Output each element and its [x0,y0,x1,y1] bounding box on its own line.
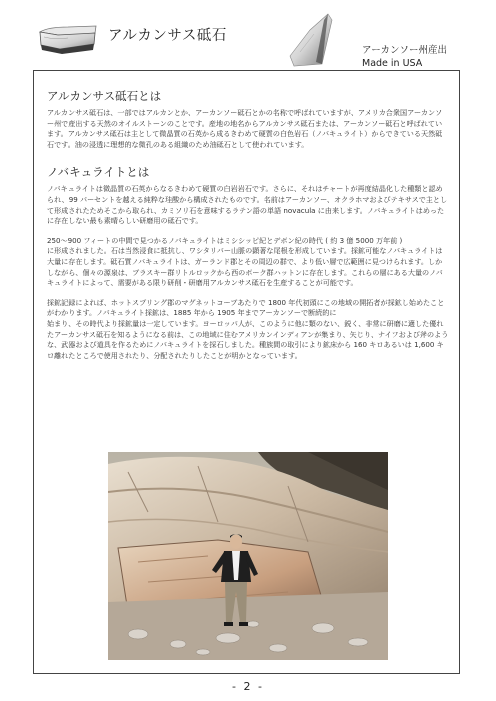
article-body [47,88,449,361]
whetstone-logo [38,22,98,56]
page-title: アルカンサス砥石 [108,28,227,44]
page-number: - 2 - [232,680,264,693]
section-heading-arkansas-stone: アルカンサス砥石とは [47,89,162,103]
origin-country: Made in USA [362,58,423,69]
section-heading-novaculite: ノバキュライトとは [47,165,150,180]
stone-shard-image [288,12,334,68]
paragraph: 250～900 フィートの中間で見つかるノバキュライトはミシシッピ紀とデボン紀の時代 ( 約 3 億 5000 万年前 ) に形成されました。石は当然浸食に抵抗し、ワシタリバー山脈の顕著な尾根を形成しています。採鉱可能なノバキュライトは 大量に存在します。砥石質ノバキュライトは、ガーランド郡とその周辺の群で、より低い層で広範囲に見つけられます。しかしながら、個々の源泉は、ブラスキー群リトルロックから西のボーク群ハットンに存在します。これらの層にある大量のノバキュライトによって、需要がある限り研削・研磨用アルカンサス砥石を生産することが可能です。 [47,235,443,288]
paragraph: 採鉱記録によれば、ホットスプリング郡のマグネットコーブあたりで 1800 年代初頭にこの地域の開拓者が採鉱し始めたことがわかります。ノバキュライト採鉱は、1885 年から 1905 年までアーカンソーで断続的に 始まり、その時代より採鉱量は一定しています。ヨーロッパ人が、このように他に類のない、鋭く、非常に研磨に適した優れたアーカンサス砥石を知るようになる前は、この地域に住むアメリカンインディアンが集まり、矢じり、ナイフおよび斧のような、武器および道具を作るためにノバキュライトを採石しました。種族間の取引により鉱床から 160 キロあるいは 1,600 キロ離れたところで使用されたり、分配されたりしたことが明かとなっています。 [47,297,449,360]
origin-label [362,44,447,70]
quarry-photo [108,452,388,660]
origin-state: アーカンソー州産出 [362,45,448,56]
paragraph: ノバキュライトは微晶質の石英からなるきわめて硬質の白岩岩石です。さらに、それはチャートが再度結晶化した種類と認められ、99 パーセントを越える純粋な珪酸から構成されたものです。名前はアーカンソー、オクラホマおよびテキサスで主として形成されたためそこから取られ、カミソリ石を意味するラテン語の単語 novacula に由来します。ノバキュライトはめったに存在しない最も素晴らしい研磨用の砥石です。 [47,184,448,226]
paragraph: アルカンサス砥石は、一部ではアルカンとか、アーカンソー砥石とかの名称で呼ばれていますが、アメリカ合衆国アーカンソー州で産出する天然のオイルストーンのことです。産地の地名からアルカンサス砥石または、アーカンソー砥石と呼ばれています。アルカンサス砥石は主として微晶質の石英から成るきわめて硬質の白色岩石（ノバキュライト）からできている天然砥石です。油の浸透に理想的な微孔のある組織のため油砥石として使われています。 [47,108,443,149]
